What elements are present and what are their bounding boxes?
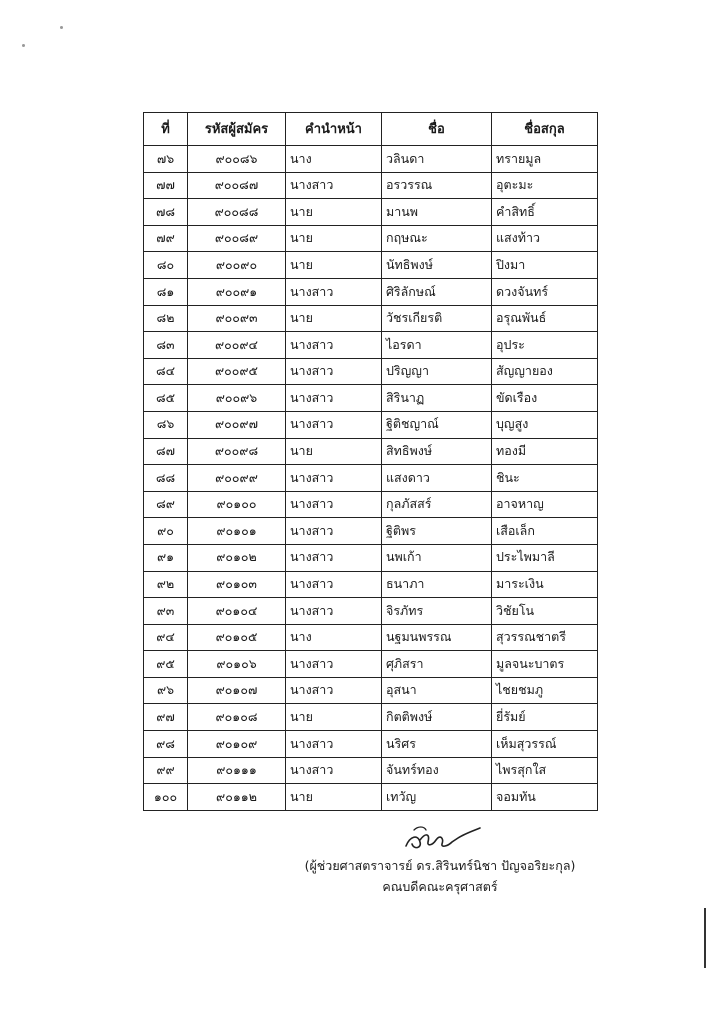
cell-last-name: ไชยชมภู: [492, 677, 598, 704]
cell-no: ๘๖: [144, 411, 188, 438]
cell-no: ๙๗: [144, 704, 188, 731]
table-body: [144, 146, 598, 811]
table-row: [144, 571, 598, 598]
cell-no: ๘๐: [144, 252, 188, 279]
cell-no: ๙๒: [144, 571, 188, 598]
cell-no: ๙๑: [144, 544, 188, 571]
cell-first-name: นัทธิพงษ์: [382, 252, 492, 279]
signatory-name: (ผู้ช่วยศาสตราจารย์ ดร.สิรินทร์นิชา ปัญจอริยะกุล): [304, 858, 576, 873]
cell-last-name: ไพรสุกใส: [492, 757, 598, 784]
cell-no: ๗๗: [144, 172, 188, 199]
cell-last-name: อรุณพันธ์: [492, 305, 598, 332]
cell-no: ๘๒: [144, 305, 188, 332]
cell-first-name: นฐมนพรรณ: [382, 624, 492, 651]
cell-last-name: ขัดเรือง: [492, 385, 598, 412]
cell-applicant-id: ๙๐๐๘๙: [188, 225, 286, 252]
scan-speck: [22, 44, 25, 47]
cell-no: ๘๘: [144, 465, 188, 492]
table-row: [144, 465, 598, 492]
cell-applicant-id: ๙๐๑๐๒: [188, 544, 286, 571]
table-row: [144, 172, 598, 199]
header-title: คำนำหน้า: [286, 113, 382, 146]
signature-image: [400, 822, 490, 858]
cell-last-name: สัญญายอง: [492, 358, 598, 385]
cell-last-name: มาระเงิน: [492, 571, 598, 598]
cell-last-name: แสงท้าว: [492, 225, 598, 252]
cell-first-name: อรวรรณ: [382, 172, 492, 199]
cell-no: ๘๓: [144, 332, 188, 359]
cell-title: นาย: [286, 252, 382, 279]
cell-first-name: วัชรเกียรติ: [382, 305, 492, 332]
cell-applicant-id: ๙๐๐๘๘: [188, 199, 286, 226]
table-row: [144, 385, 598, 412]
cell-first-name: จิรภัทร: [382, 598, 492, 625]
table-row: [144, 438, 598, 465]
cell-no: ๑๐๐: [144, 784, 188, 811]
cell-applicant-id: ๙๐๐๘๗: [188, 172, 286, 199]
cell-first-name: ไอรดา: [382, 332, 492, 359]
cell-no: ๙๓: [144, 598, 188, 625]
signatory-position: คณบดีคณะครุศาสตร์: [382, 879, 498, 894]
cell-last-name: ทรายมูล: [492, 146, 598, 173]
candidate-table-container: [143, 112, 597, 811]
cell-no: ๙๘: [144, 731, 188, 758]
table-row: [144, 491, 598, 518]
table-row: [144, 757, 598, 784]
cell-no: ๘๗: [144, 438, 188, 465]
cell-last-name: บุญสูง: [492, 411, 598, 438]
cell-applicant-id: ๙๐๐๙๘: [188, 438, 286, 465]
cell-first-name: ธนาภา: [382, 571, 492, 598]
cell-last-name: ชินะ: [492, 465, 598, 492]
cell-title: นางสาว: [286, 598, 382, 625]
cell-title: นางสาว: [286, 411, 382, 438]
cell-last-name: จอมทัน: [492, 784, 598, 811]
cell-applicant-id: ๙๐๐๙๐: [188, 252, 286, 279]
cell-applicant-id: ๙๐๑๐๙: [188, 731, 286, 758]
cell-title: นาย: [286, 784, 382, 811]
cell-title: นางสาว: [286, 518, 382, 545]
cell-title: นางสาว: [286, 332, 382, 359]
cell-title: นาง: [286, 624, 382, 651]
cell-no: ๙๕: [144, 651, 188, 678]
cell-applicant-id: ๙๐๐๙๔: [188, 332, 286, 359]
cell-first-name: ฐิติชญาณ์: [382, 411, 492, 438]
cell-applicant-id: ๙๐๐๙๕: [188, 358, 286, 385]
cell-last-name: สุวรรณชาตรี: [492, 624, 598, 651]
cell-title: นาย: [286, 704, 382, 731]
cell-first-name: ฐิติพร: [382, 518, 492, 545]
cell-no: ๘๙: [144, 491, 188, 518]
table-row: [144, 518, 598, 545]
cell-applicant-id: ๙๐๐๙๖: [188, 385, 286, 412]
table-row: [144, 544, 598, 571]
candidate-table: [143, 112, 598, 811]
cell-first-name: นริศร: [382, 731, 492, 758]
cell-no: ๘๔: [144, 358, 188, 385]
cell-title: นางสาว: [286, 278, 382, 305]
cell-title: นางสาว: [286, 544, 382, 571]
cell-first-name: จันทร์ทอง: [382, 757, 492, 784]
header-last-name: ชื่อสกุล: [492, 113, 598, 146]
table-row: [144, 278, 598, 305]
cell-title: นางสาว: [286, 571, 382, 598]
cell-first-name: นพเก้า: [382, 544, 492, 571]
cell-last-name: เสือเล็ก: [492, 518, 598, 545]
table-row: [144, 199, 598, 226]
cell-last-name: คำสิทธิ์: [492, 199, 598, 226]
cell-title: นาย: [286, 225, 382, 252]
cell-first-name: สิรินาฏ: [382, 385, 492, 412]
cell-no: ๗๘: [144, 199, 188, 226]
cell-title: นาง: [286, 146, 382, 173]
cell-applicant-id: ๙๐๑๐๕: [188, 624, 286, 651]
table-row: [144, 411, 598, 438]
cell-title: นางสาว: [286, 651, 382, 678]
table-row: [144, 677, 598, 704]
cell-no: ๗๙: [144, 225, 188, 252]
table-row: [144, 624, 598, 651]
cell-applicant-id: ๙๐๐๘๖: [188, 146, 286, 173]
cell-first-name: ปริญญา: [382, 358, 492, 385]
table-row: [144, 252, 598, 279]
table-row: [144, 225, 598, 252]
cell-first-name: มานพ: [382, 199, 492, 226]
cell-last-name: ยี่รัมย์: [492, 704, 598, 731]
table-row: [144, 305, 598, 332]
header-applicant-id: รหัสผู้สมัคร: [188, 113, 286, 146]
cell-applicant-id: ๙๐๑๐๗: [188, 677, 286, 704]
cell-applicant-id: ๙๐๐๙๙: [188, 465, 286, 492]
cell-first-name: เทวัญ: [382, 784, 492, 811]
cell-applicant-id: ๙๐๐๙๗: [188, 411, 286, 438]
cell-first-name: กฤษณะ: [382, 225, 492, 252]
cell-first-name: ศิริลักษณ์: [382, 278, 492, 305]
cell-first-name: สิทธิพงษ์: [382, 438, 492, 465]
cell-first-name: กิตติพงษ์: [382, 704, 492, 731]
cell-no: ๘๕: [144, 385, 188, 412]
scan-edge-mark: [704, 908, 706, 968]
cell-no: ๙๔: [144, 624, 188, 651]
table-row: [144, 146, 598, 173]
cell-title: นางสาว: [286, 677, 382, 704]
cell-first-name: กุลภัสสร์: [382, 491, 492, 518]
cell-title: นางสาว: [286, 465, 382, 492]
cell-last-name: วิชัยโน: [492, 598, 598, 625]
cell-no: ๙๖: [144, 677, 188, 704]
cell-no: ๙๐: [144, 518, 188, 545]
cell-last-name: เห็มสุวรรณ์: [492, 731, 598, 758]
cell-applicant-id: ๙๐๑๐๑: [188, 518, 286, 545]
table-row: [144, 598, 598, 625]
cell-applicant-id: ๙๐๑๑๑: [188, 757, 286, 784]
cell-applicant-id: ๙๐๑๐๘: [188, 704, 286, 731]
table-row: [144, 651, 598, 678]
table-row: [144, 358, 598, 385]
cell-no: ๗๖: [144, 146, 188, 173]
cell-title: นางสาว: [286, 385, 382, 412]
table-row: [144, 704, 598, 731]
cell-title: นาย: [286, 438, 382, 465]
cell-applicant-id: ๙๐๑๑๒: [188, 784, 286, 811]
table-row: [144, 731, 598, 758]
header-no: ที่: [144, 113, 188, 146]
cell-title: นาย: [286, 199, 382, 226]
cell-applicant-id: ๙๐๐๙๓: [188, 305, 286, 332]
scan-speck: [60, 26, 63, 29]
cell-applicant-id: ๙๐๑๐๓: [188, 571, 286, 598]
cell-first-name: ศุภิสรา: [382, 651, 492, 678]
table-row: [144, 332, 598, 359]
cell-first-name: วลินดา: [382, 146, 492, 173]
cell-last-name: อาจหาญ: [492, 491, 598, 518]
cell-last-name: อุตะมะ: [492, 172, 598, 199]
table-header-row: [144, 113, 598, 146]
cell-applicant-id: ๙๐๑๐๐: [188, 491, 286, 518]
cell-last-name: มูลจนะบาตร: [492, 651, 598, 678]
cell-applicant-id: ๙๐๑๐๔: [188, 598, 286, 625]
cell-title: นาย: [286, 305, 382, 332]
table-row: [144, 784, 598, 811]
cell-title: นางสาว: [286, 491, 382, 518]
cell-applicant-id: ๙๐๐๙๑: [188, 278, 286, 305]
cell-last-name: ทองมี: [492, 438, 598, 465]
cell-first-name: อุสนา: [382, 677, 492, 704]
cell-title: นางสาว: [286, 172, 382, 199]
cell-last-name: อุประ: [492, 332, 598, 359]
cell-title: นางสาว: [286, 358, 382, 385]
header-first-name: ชื่อ: [382, 113, 492, 146]
cell-last-name: ดวงจันทร์: [492, 278, 598, 305]
cell-no: ๘๑: [144, 278, 188, 305]
cell-title: นางสาว: [286, 757, 382, 784]
cell-last-name: ประไพมาลี: [492, 544, 598, 571]
cell-applicant-id: ๙๐๑๐๖: [188, 651, 286, 678]
cell-no: ๙๙: [144, 757, 188, 784]
cell-last-name: ปิงมา: [492, 252, 598, 279]
cell-title: นางสาว: [286, 731, 382, 758]
cell-first-name: แสงดาว: [382, 465, 492, 492]
